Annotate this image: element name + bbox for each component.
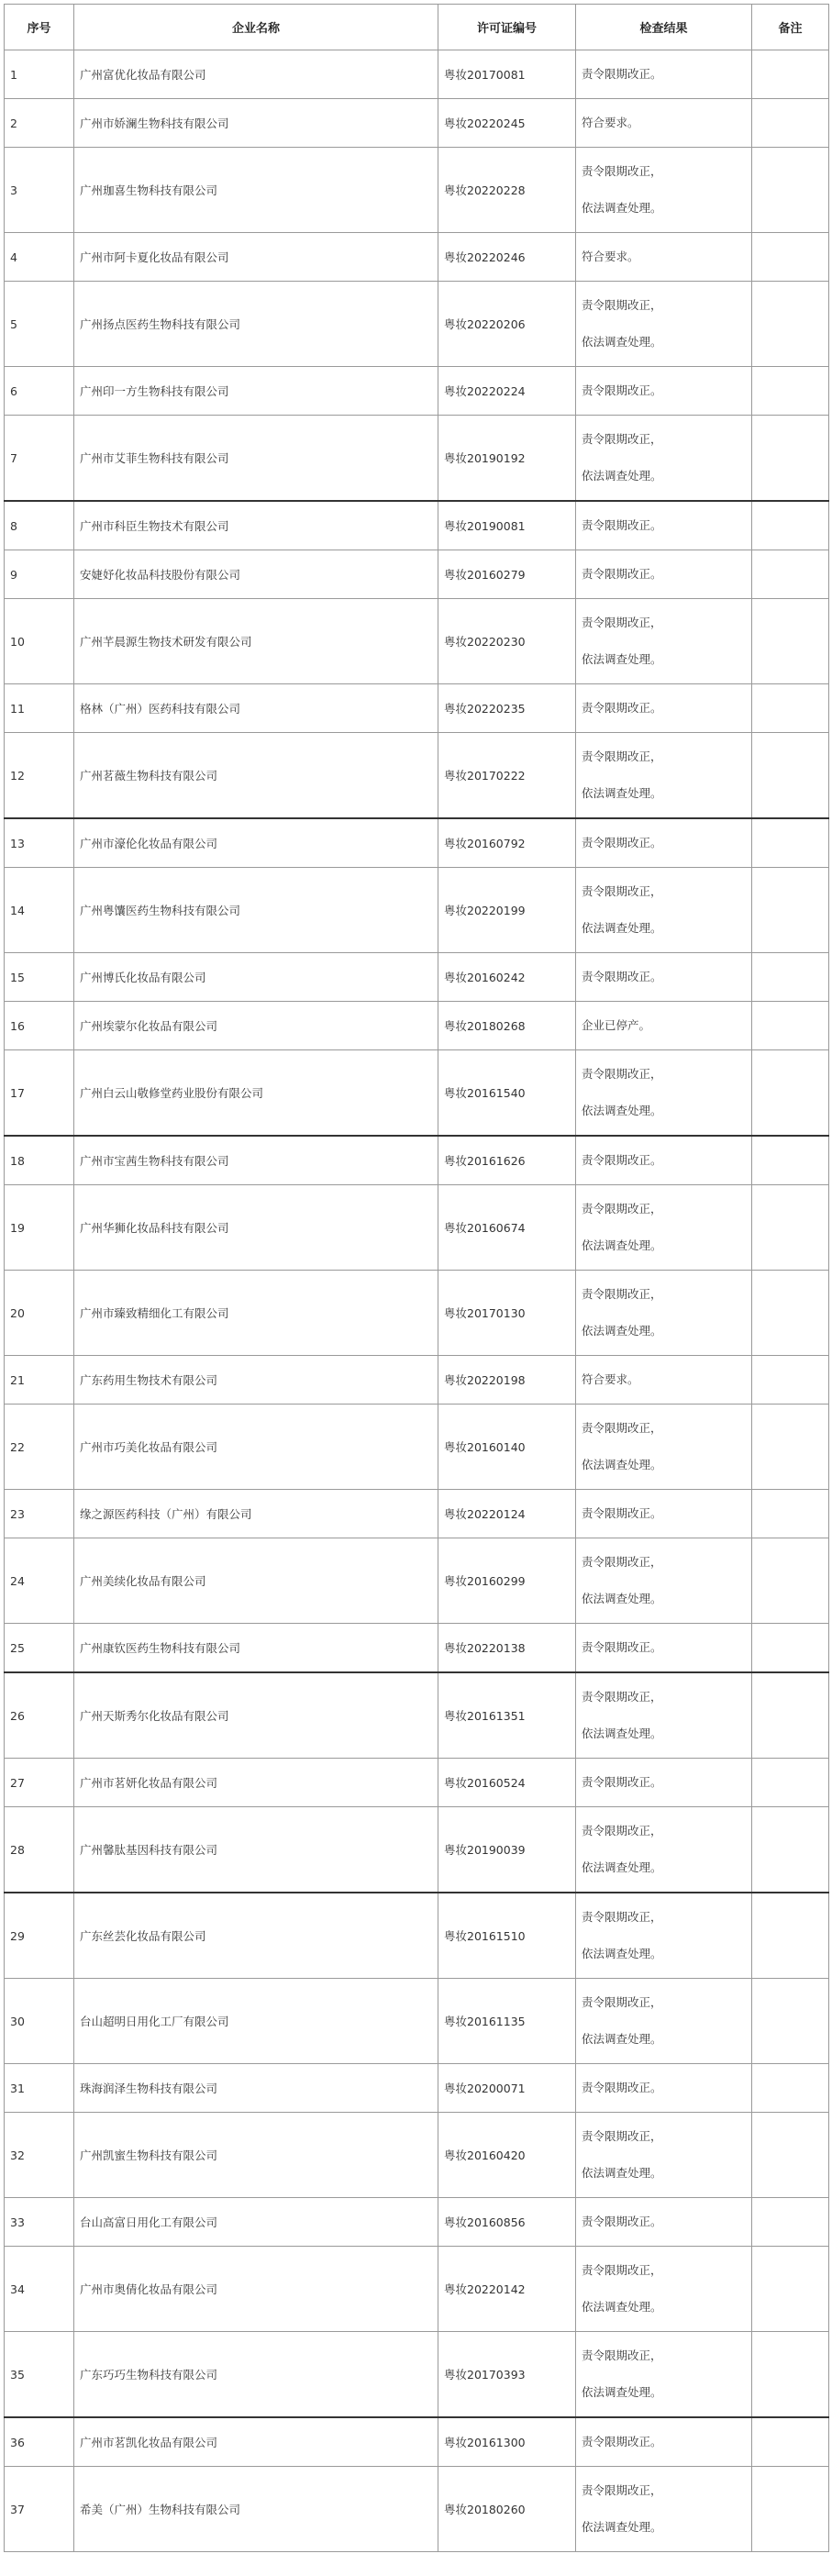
table-row xyxy=(5,684,829,733)
result-line: 责令限期改正， xyxy=(582,1995,662,2009)
result-line: 责令限期改正， xyxy=(582,2263,662,2277)
cell-license: 粤妆20161300 xyxy=(438,2417,576,2467)
result-line: 依法调查处理。 xyxy=(582,786,662,800)
result-line: 责令限期改正。 xyxy=(582,836,662,849)
table-row xyxy=(5,1807,829,1893)
cell-company: 广州康钦医药生物科技有限公司 xyxy=(74,1624,438,1673)
cell-license: 粤妆20220235 xyxy=(438,684,576,733)
cell-result xyxy=(576,2247,752,2332)
result-line: 责令限期改正。 xyxy=(582,518,662,532)
table-row xyxy=(5,1136,829,1185)
cell-license: 粤妆20170081 xyxy=(438,50,576,99)
cell-remark xyxy=(752,684,829,733)
cell-remark xyxy=(752,2113,829,2198)
result-line: 依法调查处理。 xyxy=(582,2520,662,2534)
result-line: 依法调查处理。 xyxy=(582,1860,662,1874)
cell-no: 15 xyxy=(5,953,74,1002)
result-line: 责令限期改正， xyxy=(582,1910,662,1924)
cell-license: 粤妆20220228 xyxy=(438,148,576,233)
cell-company: 广州富优化妆品有限公司 xyxy=(74,50,438,99)
result-line: 责令限期改正。 xyxy=(582,2435,662,2448)
table-row xyxy=(5,99,829,148)
cell-remark xyxy=(752,599,829,684)
cell-license: 粤妆20160792 xyxy=(438,818,576,868)
result-line: 依法调查处理。 xyxy=(582,1947,662,1960)
cell-license: 粤妆20160856 xyxy=(438,2198,576,2247)
cell-no: 8 xyxy=(5,501,74,550)
cell-company: 广东药用生物技术有限公司 xyxy=(74,1356,438,1405)
cell-result xyxy=(576,868,752,953)
result-line: 依法调查处理。 xyxy=(582,2166,662,2180)
result-line: 责令限期改正。 xyxy=(582,2215,662,2228)
table-row xyxy=(5,367,829,416)
cell-license: 粤妆20161510 xyxy=(438,1893,576,1979)
cell-license: 粤妆20160140 xyxy=(438,1405,576,1490)
cell-license: 粤妆20161135 xyxy=(438,1979,576,2064)
cell-result xyxy=(576,2064,752,2113)
table-row xyxy=(5,1672,829,1759)
header-no: 序号 xyxy=(5,5,74,50)
cell-license: 粤妆20220138 xyxy=(438,1624,576,1673)
result-line: 责令限期改正。 xyxy=(582,970,662,983)
cell-result xyxy=(576,1271,752,1356)
table-row xyxy=(5,1185,829,1271)
cell-no: 13 xyxy=(5,818,74,868)
cell-license: 粤妆20220206 xyxy=(438,282,576,367)
cell-result xyxy=(576,818,752,868)
result-line: 责令限期改正。 xyxy=(582,701,662,715)
cell-result xyxy=(576,550,752,599)
result-line: 依法调查处理。 xyxy=(582,2300,662,2314)
cell-license: 粤妆20220199 xyxy=(438,868,576,953)
cell-result xyxy=(576,1490,752,1538)
table-row xyxy=(5,282,829,367)
table-row xyxy=(5,416,829,502)
result-line: 责令限期改正， xyxy=(582,1287,662,1301)
cell-no: 24 xyxy=(5,1538,74,1624)
cell-company: 希美（广州）生物科技有限公司 xyxy=(74,2467,438,2552)
cell-remark xyxy=(752,733,829,819)
table-row xyxy=(5,1979,829,2064)
cell-license: 粤妆20170222 xyxy=(438,733,576,819)
cell-no: 29 xyxy=(5,1893,74,1979)
cell-remark xyxy=(752,367,829,416)
table-row xyxy=(5,501,829,550)
cell-result xyxy=(576,1759,752,1807)
table-row xyxy=(5,1624,829,1673)
cell-no: 5 xyxy=(5,282,74,367)
cell-remark xyxy=(752,233,829,282)
cell-result xyxy=(576,1136,752,1185)
result-line: 依法调查处理。 xyxy=(582,469,662,483)
table-row xyxy=(5,1356,829,1405)
cell-company: 台山超明日用化工厂有限公司 xyxy=(74,1979,438,2064)
cell-company: 珠海润泽生物科技有限公司 xyxy=(74,2064,438,2113)
table-row xyxy=(5,733,829,819)
cell-company: 广州美续化妆品有限公司 xyxy=(74,1538,438,1624)
result-line: 依法调查处理。 xyxy=(582,1324,662,1338)
cell-no: 2 xyxy=(5,99,74,148)
cell-license: 粤妆20220198 xyxy=(438,1356,576,1405)
cell-company: 广州珈喜生物科技有限公司 xyxy=(74,148,438,233)
cell-result xyxy=(576,416,752,502)
cell-license: 粤妆20220142 xyxy=(438,2247,576,2332)
table-row xyxy=(5,2247,829,2332)
cell-remark xyxy=(752,416,829,502)
cell-result xyxy=(576,953,752,1002)
result-line: 责令限期改正， xyxy=(582,2129,662,2143)
table-body xyxy=(5,50,829,2552)
cell-no: 19 xyxy=(5,1185,74,1271)
cell-company: 广州华狮化妆品科技有限公司 xyxy=(74,1185,438,1271)
cell-result xyxy=(576,1405,752,1490)
result-line: 责令限期改正， xyxy=(582,1824,662,1838)
result-line: 依法调查处理。 xyxy=(582,2032,662,2046)
cell-result xyxy=(576,2198,752,2247)
table-row xyxy=(5,233,829,282)
cell-no: 27 xyxy=(5,1759,74,1807)
cell-license: 粤妆20161351 xyxy=(438,1672,576,1759)
cell-remark xyxy=(752,282,829,367)
cell-result xyxy=(576,1050,752,1137)
cell-remark xyxy=(752,868,829,953)
cell-company: 广州印一方生物科技有限公司 xyxy=(74,367,438,416)
result-line: 依法调查处理。 xyxy=(582,2385,662,2399)
cell-license: 粤妆20161626 xyxy=(438,1136,576,1185)
result-line: 依法调查处理。 xyxy=(582,335,662,349)
cell-company: 广州市宝茜生物科技有限公司 xyxy=(74,1136,438,1185)
cell-company: 广州市濠伦化妆品有限公司 xyxy=(74,818,438,868)
cell-no: 12 xyxy=(5,733,74,819)
cell-result xyxy=(576,1185,752,1271)
table-row xyxy=(5,868,829,953)
cell-result xyxy=(576,99,752,148)
table-row xyxy=(5,148,829,233)
cell-result xyxy=(576,599,752,684)
cell-result xyxy=(576,684,752,733)
cell-result xyxy=(576,148,752,233)
cell-company: 广州博氏化妆品有限公司 xyxy=(74,953,438,1002)
cell-no: 30 xyxy=(5,1979,74,2064)
result-line: 责令限期改正， xyxy=(582,1555,662,1569)
cell-company: 广州白云山敬修堂药业股份有限公司 xyxy=(74,1050,438,1137)
cell-result xyxy=(576,50,752,99)
inspection-results-table xyxy=(4,4,829,2552)
cell-company: 广州扬点医药生物科技有限公司 xyxy=(74,282,438,367)
cell-license: 粤妆20160420 xyxy=(438,2113,576,2198)
table-row xyxy=(5,2417,829,2467)
result-line: 责令限期改正。 xyxy=(582,67,662,81)
cell-no: 28 xyxy=(5,1807,74,1893)
cell-remark xyxy=(752,953,829,1002)
result-line: 责令限期改正， xyxy=(582,2483,662,2497)
cell-no: 32 xyxy=(5,2113,74,2198)
cell-license: 粤妆20160279 xyxy=(438,550,576,599)
cell-remark xyxy=(752,1979,829,2064)
cell-license: 粤妆20170130 xyxy=(438,1271,576,1356)
table-row xyxy=(5,599,829,684)
result-line: 依法调查处理。 xyxy=(582,652,662,666)
result-line: 符合要求。 xyxy=(582,250,639,263)
cell-remark xyxy=(752,1050,829,1137)
result-line: 责令限期改正。 xyxy=(582,2081,662,2094)
cell-remark xyxy=(752,501,829,550)
result-line: 责令限期改正， xyxy=(582,884,662,898)
table-header-row xyxy=(5,5,829,50)
result-line: 责令限期改正， xyxy=(582,1067,662,1081)
table-row xyxy=(5,1405,829,1490)
cell-result xyxy=(576,1807,752,1893)
cell-no: 34 xyxy=(5,2247,74,2332)
cell-company: 广州埃蒙尔化妆品有限公司 xyxy=(74,1002,438,1050)
cell-company: 广州市阿卡夏化妆品有限公司 xyxy=(74,233,438,282)
cell-no: 11 xyxy=(5,684,74,733)
table-row xyxy=(5,2198,829,2247)
result-line: 责令限期改正。 xyxy=(582,1640,662,1654)
cell-company: 台山高富日用化工有限公司 xyxy=(74,2198,438,2247)
header-result: 检查结果 xyxy=(576,5,752,50)
cell-license: 粤妆20220124 xyxy=(438,1490,576,1538)
cell-result xyxy=(576,1538,752,1624)
cell-no: 33 xyxy=(5,2198,74,2247)
result-line: 依法调查处理。 xyxy=(582,1238,662,1252)
cell-remark xyxy=(752,550,829,599)
cell-no: 36 xyxy=(5,2417,74,2467)
result-line: 责令限期改正， xyxy=(582,298,662,312)
cell-no: 17 xyxy=(5,1050,74,1137)
cell-license: 粤妆20220230 xyxy=(438,599,576,684)
cell-remark xyxy=(752,1185,829,1271)
cell-result xyxy=(576,282,752,367)
cell-no: 37 xyxy=(5,2467,74,2552)
table-row xyxy=(5,1759,829,1807)
table-row xyxy=(5,1893,829,1979)
header-company: 企业名称 xyxy=(74,5,438,50)
result-line: 责令限期改正。 xyxy=(582,1775,662,1789)
table-row xyxy=(5,550,829,599)
cell-license: 粤妆20180268 xyxy=(438,1002,576,1050)
cell-company: 广州市娇澜生物科技有限公司 xyxy=(74,99,438,148)
cell-company: 缘之源医药科技（广州）有限公司 xyxy=(74,1490,438,1538)
cell-license: 粤妆20180260 xyxy=(438,2467,576,2552)
result-line: 依法调查处理。 xyxy=(582,1727,662,1740)
cell-license: 粤妆20190081 xyxy=(438,501,576,550)
cell-no: 1 xyxy=(5,50,74,99)
cell-remark xyxy=(752,2417,829,2467)
cell-license: 粤妆20160299 xyxy=(438,1538,576,1624)
cell-no: 10 xyxy=(5,599,74,684)
cell-no: 14 xyxy=(5,868,74,953)
cell-result xyxy=(576,2467,752,2552)
cell-company: 广东巧巧生物科技有限公司 xyxy=(74,2332,438,2418)
cell-company: 广东丝芸化妆品有限公司 xyxy=(74,1893,438,1979)
cell-remark xyxy=(752,1490,829,1538)
table-row xyxy=(5,50,829,99)
cell-remark xyxy=(752,818,829,868)
result-line: 依法调查处理。 xyxy=(582,1458,662,1471)
cell-no: 7 xyxy=(5,416,74,502)
result-line: 企业已停产。 xyxy=(582,1018,651,1032)
result-line: 责令限期改正。 xyxy=(582,383,662,397)
cell-no: 22 xyxy=(5,1405,74,1490)
table-row xyxy=(5,2467,829,2552)
cell-no: 31 xyxy=(5,2064,74,2113)
cell-result xyxy=(576,233,752,282)
table-row xyxy=(5,818,829,868)
cell-remark xyxy=(752,2332,829,2418)
cell-license: 粤妆20220246 xyxy=(438,233,576,282)
result-line: 责令限期改正， xyxy=(582,749,662,763)
cell-remark xyxy=(752,50,829,99)
cell-remark xyxy=(752,1807,829,1893)
cell-license: 粤妆20220224 xyxy=(438,367,576,416)
cell-company: 广州馨肽基因科技有限公司 xyxy=(74,1807,438,1893)
cell-result xyxy=(576,2113,752,2198)
cell-remark xyxy=(752,1759,829,1807)
cell-no: 6 xyxy=(5,367,74,416)
cell-company: 广州市臻致精细化工有限公司 xyxy=(74,1271,438,1356)
table-row xyxy=(5,1002,829,1050)
table-row xyxy=(5,1538,829,1624)
cell-company: 格林（广州）医药科技有限公司 xyxy=(74,684,438,733)
result-line: 责令限期改正， xyxy=(582,432,662,446)
table-row xyxy=(5,1271,829,1356)
cell-no: 35 xyxy=(5,2332,74,2418)
cell-license: 粤妆20160524 xyxy=(438,1759,576,1807)
cell-company: 广州茗薇生物科技有限公司 xyxy=(74,733,438,819)
cell-company: 广州市科臣生物技术有限公司 xyxy=(74,501,438,550)
cell-remark xyxy=(752,2467,829,2552)
cell-remark xyxy=(752,1538,829,1624)
cell-remark xyxy=(752,1893,829,1979)
result-line: 责令限期改正， xyxy=(582,164,662,178)
cell-no: 26 xyxy=(5,1672,74,1759)
cell-company: 广州粤馕医药生物科技有限公司 xyxy=(74,868,438,953)
cell-company: 广州市巧美化妆品有限公司 xyxy=(74,1405,438,1490)
cell-company: 安婕妤化妆品科技股份有限公司 xyxy=(74,550,438,599)
cell-no: 9 xyxy=(5,550,74,599)
result-line: 依法调查处理。 xyxy=(582,1592,662,1605)
cell-remark xyxy=(752,1405,829,1490)
cell-license: 粤妆20160242 xyxy=(438,953,576,1002)
cell-license: 粤妆20220245 xyxy=(438,99,576,148)
cell-company: 广州天斯秀尔化妆品有限公司 xyxy=(74,1672,438,1759)
table-row xyxy=(5,1050,829,1137)
cell-company: 广州市艾菲生物科技有限公司 xyxy=(74,416,438,502)
header-license: 许可证编号 xyxy=(438,5,576,50)
cell-license: 粤妆20161540 xyxy=(438,1050,576,1137)
cell-result xyxy=(576,1002,752,1050)
cell-remark xyxy=(752,1624,829,1673)
result-line: 责令限期改正， xyxy=(582,2348,662,2362)
result-line: 责令限期改正。 xyxy=(582,1153,662,1167)
cell-company: 广州芊晨源生物技术研发有限公司 xyxy=(74,599,438,684)
cell-remark xyxy=(752,2198,829,2247)
cell-result xyxy=(576,501,752,550)
cell-license: 粤妆20190039 xyxy=(438,1807,576,1893)
table-row xyxy=(5,953,829,1002)
cell-remark xyxy=(752,1002,829,1050)
cell-no: 18 xyxy=(5,1136,74,1185)
result-line: 依法调查处理。 xyxy=(582,921,662,935)
cell-no: 3 xyxy=(5,148,74,233)
cell-result xyxy=(576,1893,752,1979)
cell-company: 广州市茗凯化妆品有限公司 xyxy=(74,2417,438,2467)
table-row xyxy=(5,2332,829,2418)
cell-remark xyxy=(752,148,829,233)
result-line: 责令限期改正。 xyxy=(582,1506,662,1520)
cell-company: 广州凯蜜生物科技有限公司 xyxy=(74,2113,438,2198)
cell-result xyxy=(576,367,752,416)
cell-remark xyxy=(752,1136,829,1185)
cell-result xyxy=(576,1624,752,1673)
cell-remark xyxy=(752,99,829,148)
cell-result xyxy=(576,1979,752,2064)
cell-license: 粤妆20190192 xyxy=(438,416,576,502)
table-row xyxy=(5,2113,829,2198)
result-line: 责令限期改正。 xyxy=(582,567,662,581)
cell-license: 粤妆20160674 xyxy=(438,1185,576,1271)
cell-no: 21 xyxy=(5,1356,74,1405)
cell-remark xyxy=(752,2247,829,2332)
result-line: 责令限期改正， xyxy=(582,1202,662,1216)
cell-no: 4 xyxy=(5,233,74,282)
result-line: 依法调查处理。 xyxy=(582,1104,662,1117)
table-row xyxy=(5,1490,829,1538)
result-line: 责令限期改正， xyxy=(582,616,662,629)
cell-result xyxy=(576,2332,752,2418)
cell-company: 广州市茗妍化妆品有限公司 xyxy=(74,1759,438,1807)
cell-result xyxy=(576,2417,752,2467)
cell-no: 25 xyxy=(5,1624,74,1673)
cell-license: 粤妆20170393 xyxy=(438,2332,576,2418)
cell-remark xyxy=(752,2064,829,2113)
cell-result xyxy=(576,1356,752,1405)
header-remark: 备注 xyxy=(752,5,829,50)
cell-remark xyxy=(752,1356,829,1405)
result-line: 符合要求。 xyxy=(582,116,639,129)
cell-no: 20 xyxy=(5,1271,74,1356)
result-line: 责令限期改正， xyxy=(582,1421,662,1435)
cell-remark xyxy=(752,1672,829,1759)
cell-no: 23 xyxy=(5,1490,74,1538)
table-row xyxy=(5,2064,829,2113)
cell-company: 广州市奥倩化妆品有限公司 xyxy=(74,2247,438,2332)
cell-no: 16 xyxy=(5,1002,74,1050)
result-line: 责令限期改正， xyxy=(582,1690,662,1704)
cell-remark xyxy=(752,1271,829,1356)
cell-license: 粤妆20200071 xyxy=(438,2064,576,2113)
result-line: 符合要求。 xyxy=(582,1372,639,1386)
cell-result xyxy=(576,733,752,819)
result-line: 依法调查处理。 xyxy=(582,201,662,215)
cell-result xyxy=(576,1672,752,1759)
